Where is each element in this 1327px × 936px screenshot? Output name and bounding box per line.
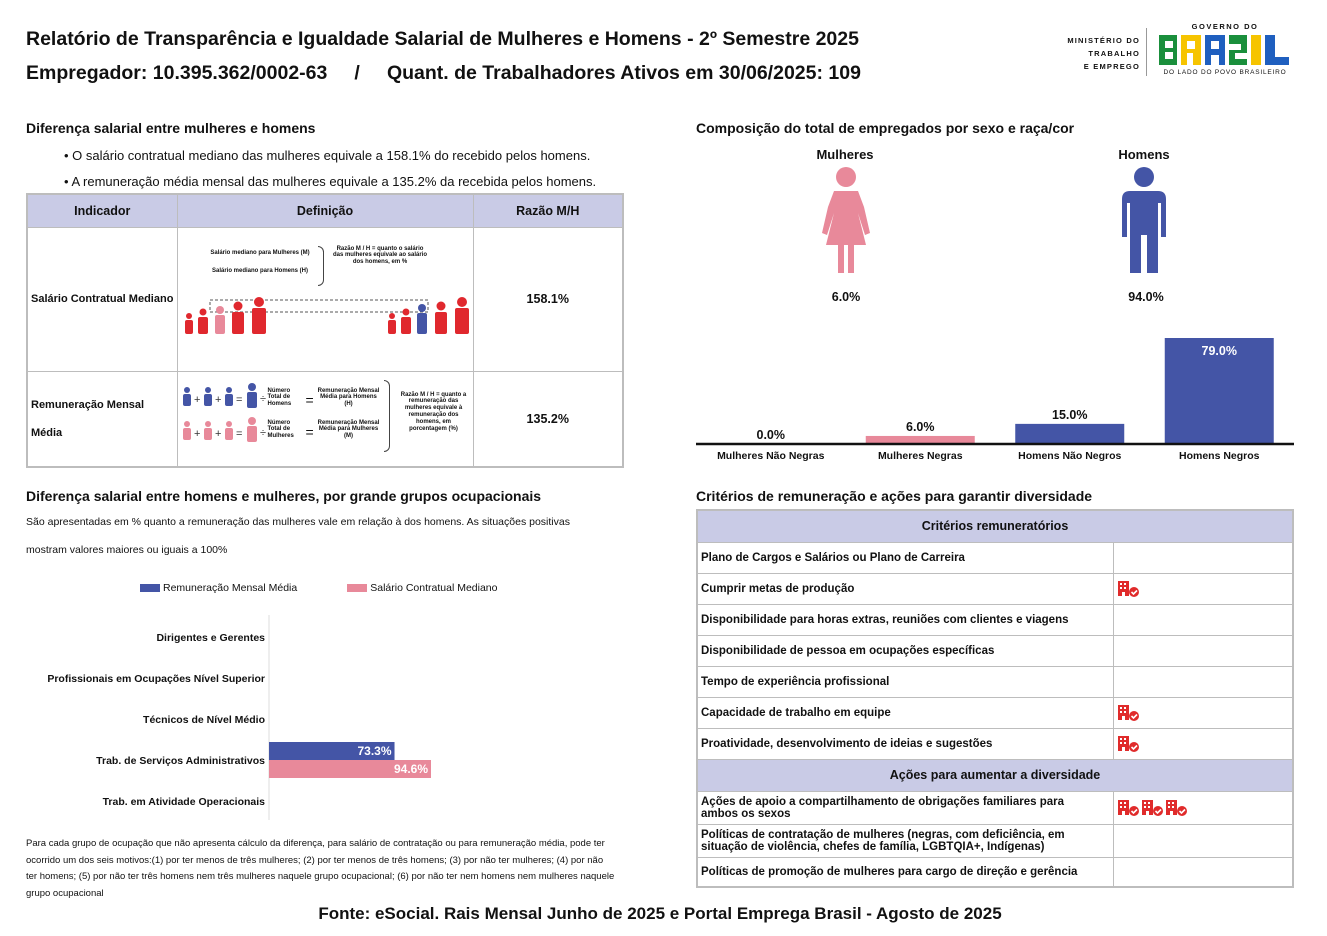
criteria-label-4: Tempo de experiência profissional (697, 666, 1113, 697)
note-line-2: ocorrido um dos seis motivos:(1) por ter menos de três mulheres; (2) por ter menos de três homens; (3) por não ter mulheres; (4) por não (26, 854, 604, 866)
actions-header: Ações para aumentar a diversidade (697, 759, 1293, 791)
row-label-remuneracao-b: Média (31, 426, 63, 439)
gov-brasil-logo (1155, 22, 1295, 76)
occupational-legend (140, 582, 497, 594)
table-row (697, 697, 1293, 728)
women-pct: 6.0% (831, 290, 861, 304)
empty-cell (1113, 857, 1293, 887)
row-label-remuneracao (27, 371, 177, 467)
value-remuneracao: 135.2% (473, 371, 623, 467)
composition-title: Composição do total de empregados por sexo e raça/cor (696, 120, 1075, 136)
legend-swatch-pink (347, 584, 367, 592)
occupational-desc-2: mostram valores maiores ou iguais a 100% (26, 544, 228, 556)
occupation-label-4: Trab. em Atividade Operacionais (102, 796, 265, 808)
table-row (697, 542, 1293, 573)
indicator-table-header (27, 194, 623, 227)
svg-text:+: + (193, 427, 200, 440)
building-check-icon (1113, 573, 1293, 604)
legend-item-remuneracao (140, 582, 297, 594)
table-row (697, 666, 1293, 697)
brasil-wordmark (1157, 31, 1293, 67)
table-row (697, 824, 1293, 857)
note-line-1: Para cada grupo de ocupação que não apresenta cálculo da diferença, para salário de contratação ou para remuneração média, pode ter (26, 838, 605, 849)
occupation-label-2: Técnicos de Nível Médio (143, 714, 265, 726)
women-label: Mulheres (816, 147, 874, 162)
criteria-head-row (697, 510, 1293, 542)
actions-body (697, 791, 1293, 887)
empty-cell (1113, 604, 1293, 635)
bar-value-label-2: 15.0% (1052, 407, 1088, 422)
occupational-desc-1: São apresentadas em % quanto a remuneração das mulheres vale em relação à dos homens. As situações positivas (26, 516, 570, 528)
salario-definition-figure (177, 227, 473, 371)
table-row (697, 573, 1293, 604)
pay-gap-bullet-2: • A remuneração média mensal das mulheres equivale a 135.2% da recebida pelos homens. (64, 174, 597, 189)
note-line-3: ter homens; (5) por não ter três homens nem três mulheres naquele grupo ocupacional; (6) por não ter nem homens nem mulheres naquele (26, 871, 615, 882)
building-check-icon (1113, 697, 1293, 728)
ministry-line-2: TRABALHO (1088, 49, 1140, 58)
table-row (697, 791, 1293, 824)
svg-text:=: = (235, 393, 242, 406)
ministry-line-1: MINISTÉRIO DO (1067, 36, 1140, 45)
report-title: Relatório de Transparência e Igualdade Salarial de Mulheres e Homens - 2º Semestre 2025 (26, 28, 859, 50)
actions-head-row (697, 759, 1293, 791)
occ-bar-label-3-1: 94.6% (393, 762, 428, 776)
col-indicador: Indicador (27, 194, 177, 227)
empty-cell (1113, 666, 1293, 697)
category-label-1: Mulheres Negras (877, 450, 963, 462)
bar-value-label-1: 6.0% (906, 419, 935, 434)
action-label-0-line-1: Ações de apoio a compartilhamento de obrigações familiares para (701, 795, 1065, 808)
criteria-label-0: Plano de Cargos e Salários ou Plano de Carreira (697, 542, 1113, 573)
occupation-label-1: Profissionais em Ocupações Nível Superior (47, 673, 265, 685)
fig-remuneracao-ratio: Razão M / H = quanto a remuneração das mulheres equivale à remuneração dos homens, em porcentagem (%) (400, 391, 467, 432)
gov-top-text: GOVERNO DO (1191, 22, 1259, 31)
occupation-label-0: Dirigentes e Gerentes (156, 632, 265, 644)
man-icon (1118, 167, 1170, 277)
building-check-icon (1113, 791, 1293, 824)
category-label-2: Homens Não Negros (1018, 450, 1122, 462)
fig-total-mulheres: Número Total de Mulheres (267, 419, 294, 440)
occupation-label-3: Trab. de Serviços Administrativos (96, 755, 265, 767)
table-row (697, 857, 1293, 887)
svg-text:+: + (193, 393, 200, 406)
action-label-0 (697, 791, 1113, 824)
empty-cell (1113, 542, 1293, 573)
table-row (697, 635, 1293, 666)
criteria-label-2: Disponibilidade para horas extras, reuniões com clientes e viagens (697, 604, 1113, 635)
fig-salario-m: Salário mediano para Mulheres (M) (210, 249, 310, 256)
gov-bottom-text: DO LADO DO POVO BRASILEIRO (1163, 69, 1287, 76)
svg-text:=: = (235, 427, 242, 440)
row-label-remuneracao-a: Remuneração Mensal (31, 398, 145, 411)
bar-2 (1015, 424, 1124, 444)
svg-text:÷: ÷ (259, 426, 266, 439)
category-label-3: Homens Negros (1178, 450, 1260, 462)
legend-label-remuneracao: Remuneração Mensal Média (163, 582, 298, 594)
empty-cell (1113, 635, 1293, 666)
action-label-0-line-2: ambos os sexos (701, 807, 791, 820)
criteria-title: Critérios de remuneração e ações para garantir diversidade (696, 488, 1093, 504)
action-label-1 (697, 824, 1113, 857)
fig-salario-h: Salário mediano para Homens (H) (211, 267, 309, 274)
fig-total-homens: Número Total de Homens (267, 387, 292, 408)
action-label-2-line-1: Políticas de promoção de mulheres para cargo de direção e gerência (701, 865, 1078, 878)
pay-gap-title: Diferença salarial entre mulheres e homens (26, 120, 316, 136)
col-definicao: Definição (177, 194, 473, 227)
legend-label-salario: Salário Contratual Mediano (370, 582, 498, 594)
criteria-label-1: Cumprir metas de produção (697, 573, 1113, 604)
ministry-line-3: E EMPREGO (1083, 62, 1140, 71)
table-row (697, 728, 1293, 759)
fig-avg-homens: Remuneração Mensal Média para Homens (H) (317, 387, 380, 408)
svg-text:+: + (214, 393, 221, 406)
men-label: Homens (1118, 147, 1170, 162)
criteria-label-5: Capacidade de trabalho em equipe (697, 697, 1113, 728)
indicator-table (26, 193, 624, 468)
legend-swatch-blue (140, 584, 160, 592)
occ-bar-label-3-0: 73.3% (357, 744, 392, 758)
fig-brace-2 (384, 380, 390, 452)
fig-equals-2: = (305, 423, 314, 440)
criteria-header: Critérios remuneratórios (697, 510, 1293, 542)
svg-text:÷: ÷ (259, 392, 266, 405)
woman-icon (818, 167, 874, 277)
table-row (697, 604, 1293, 635)
logo-divider (1146, 28, 1147, 76)
bar-value-label-3: 79.0% (1201, 344, 1237, 358)
remuneracao-definition-figure (177, 371, 473, 467)
race-bar-chart (696, 330, 1296, 470)
fig-salario-ratio: Razão M / H = quanto o salário das mulheres equivale ao salário dos homens, em % (332, 245, 428, 266)
footer-source: Fonte: eSocial. Rais Mensal Junho de 2025 e Portal Emprega Brasil - Agosto de 2025 (318, 904, 1002, 923)
table-row (27, 371, 623, 467)
occupational-bar-chart (26, 615, 626, 825)
bar-value-label-0: 0.0% (756, 428, 785, 442)
table-row (27, 227, 623, 371)
svg-text:+: + (214, 427, 221, 440)
criteria-body (697, 542, 1293, 759)
action-label-2 (697, 857, 1113, 887)
criteria-table (696, 509, 1294, 888)
note-line-4: grupo ocupacional (26, 887, 104, 899)
men-pct: 94.0% (1128, 290, 1164, 304)
ministry-logo (1050, 34, 1140, 73)
building-check-icon (1113, 728, 1293, 759)
col-razao: Razão M/H (473, 194, 623, 227)
row-label-salario: Salário Contratual Mediano (27, 227, 177, 371)
employer-line: Empregador: 10.395.362/0002-63 / Quant. de Trabalhadores Ativos em 30/06/2025: 109 (26, 62, 861, 84)
value-salario: 158.1% (473, 227, 623, 371)
action-label-1-line-1: Políticas de contratação de mulheres (negras, com deficiência, em (701, 828, 1065, 841)
empty-cell (1113, 824, 1293, 857)
criteria-label-3: Disponibilidade de pessoa em ocupações específicas (697, 635, 1113, 666)
pay-gap-bullet-1: • O salário contratual mediano das mulheres equivale a 158.1% do recebido pelos homens. (64, 148, 591, 163)
fig-avg-mulheres: Remuneração Mensal Média para Mulheres (M) (317, 419, 380, 440)
occupational-title: Diferença salarial entre homens e mulheres, por grande grupos ocupacionais (26, 488, 542, 504)
salario-people-icon (180, 294, 474, 342)
action-label-1-line-2: situação de violência, chefes de família, LGBTQIA+, Indígenas) (701, 840, 1045, 853)
fig-equals-1: = (305, 391, 314, 408)
legend-item-salario (347, 582, 497, 594)
criteria-label-6: Proatividade, desenvolvimento de ideias e sugestões (697, 728, 1113, 759)
occupational-note (26, 836, 626, 902)
remuneracao-people-icon (180, 382, 270, 446)
fig-brace (318, 246, 324, 286)
category-label-0: Mulheres Não Negras (717, 450, 825, 462)
